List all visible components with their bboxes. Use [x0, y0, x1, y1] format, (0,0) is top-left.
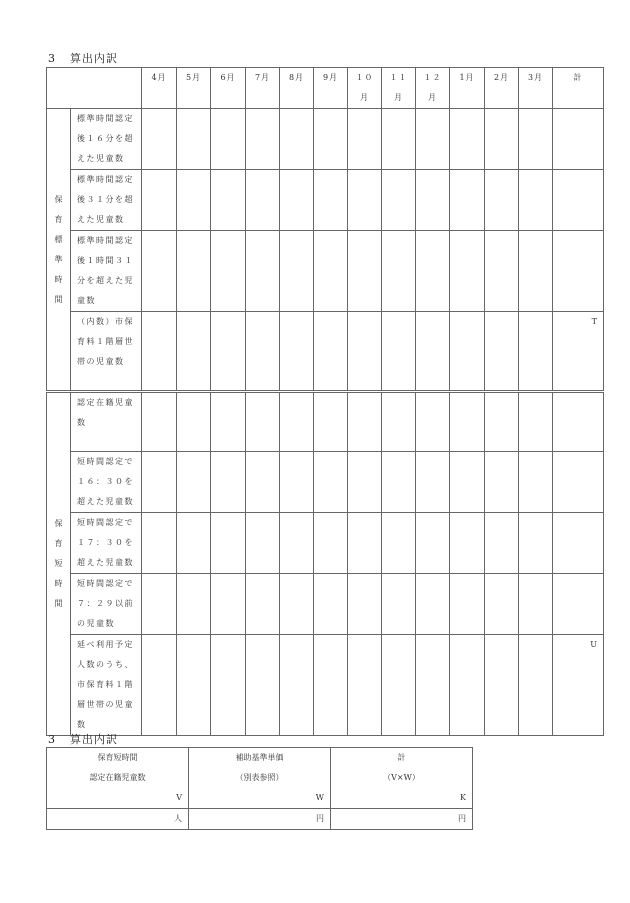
- month-input-cell[interactable]: [348, 574, 382, 635]
- month-input-cell[interactable]: [142, 231, 177, 312]
- total-amount-field[interactable]: 円: [331, 809, 473, 830]
- month-input-cell[interactable]: [450, 392, 485, 452]
- row-total-cell[interactable]: [553, 170, 604, 231]
- month-label: １２: [423, 73, 442, 82]
- month-input-cell[interactable]: [177, 312, 211, 392]
- month-label: 4月: [151, 73, 167, 82]
- month-input-cell[interactable]: [485, 312, 519, 392]
- children-count-field[interactable]: 人: [47, 809, 189, 830]
- month-label-suffix: 月: [394, 93, 403, 102]
- header-line: （V×W）: [383, 773, 420, 782]
- month-input-cell[interactable]: [211, 574, 246, 635]
- month-input-cell[interactable]: [177, 452, 211, 513]
- month-input-cell[interactable]: [177, 574, 211, 635]
- month-input-cell[interactable]: [348, 231, 382, 312]
- month-label-suffix: 月: [428, 93, 437, 102]
- month-input-cell[interactable]: [485, 513, 519, 574]
- table-row: [47, 635, 604, 736]
- month-input-cell[interactable]: [177, 635, 211, 736]
- month-input-cell[interactable]: [348, 109, 382, 170]
- month-input-cell[interactable]: [177, 231, 211, 312]
- month-input-cell[interactable]: [519, 574, 553, 635]
- month-input-cell[interactable]: [348, 635, 382, 736]
- calc-header-total: [331, 748, 473, 809]
- month-input-cell[interactable]: [142, 312, 177, 392]
- month-input-cell[interactable]: [211, 452, 246, 513]
- month-input-cell[interactable]: [348, 452, 382, 513]
- month-input-cell[interactable]: [485, 452, 519, 513]
- month-input-cell[interactable]: [177, 392, 211, 452]
- calc-header-unit-price: [189, 748, 331, 809]
- month-input-cell[interactable]: [416, 170, 450, 231]
- header-line: （別表参照）: [235, 773, 284, 782]
- category-char: 間: [54, 599, 63, 608]
- month-input-cell[interactable]: [485, 109, 519, 170]
- month-input-cell[interactable]: [485, 392, 519, 452]
- month-input-cell[interactable]: [519, 392, 553, 452]
- month-input-cell[interactable]: [314, 635, 348, 736]
- month-input-cell[interactable]: [348, 513, 382, 574]
- month-input-cell[interactable]: [416, 452, 450, 513]
- row-total-cell[interactable]: [553, 513, 604, 574]
- row-total-cell[interactable]: [553, 392, 604, 452]
- month-input-cell[interactable]: [416, 392, 450, 452]
- month-input-cell[interactable]: [142, 635, 177, 736]
- calc-value-row: [47, 809, 473, 830]
- month-input-cell[interactable]: [246, 109, 280, 170]
- month-input-cell[interactable]: [142, 170, 177, 231]
- month-header: [314, 68, 348, 109]
- category-char: 準: [54, 254, 63, 264]
- table-row: [47, 392, 604, 452]
- unit-price-field[interactable]: 円: [189, 809, 331, 830]
- month-header: [280, 68, 314, 109]
- month-input-cell[interactable]: [485, 635, 519, 736]
- month-input-cell[interactable]: [485, 574, 519, 635]
- category-char: 育: [54, 539, 63, 548]
- month-input-cell[interactable]: [519, 312, 553, 392]
- table-row: [47, 513, 604, 574]
- month-input-cell[interactable]: [246, 452, 280, 513]
- month-input-cell[interactable]: [246, 312, 280, 392]
- month-input-cell[interactable]: [416, 109, 450, 170]
- month-input-cell[interactable]: [142, 452, 177, 513]
- month-input-cell[interactable]: [450, 170, 485, 231]
- month-input-cell[interactable]: [450, 109, 485, 170]
- category-char: 保: [54, 194, 63, 204]
- month-header: [519, 68, 553, 109]
- table-row: [47, 574, 604, 635]
- month-input-cell[interactable]: [211, 392, 246, 452]
- month-input-cell[interactable]: [382, 312, 416, 392]
- row-total-cell[interactable]: [553, 452, 604, 513]
- month-input-cell[interactable]: [314, 170, 348, 231]
- month-input-cell[interactable]: [382, 392, 416, 452]
- month-input-cell[interactable]: [450, 574, 485, 635]
- month-input-cell[interactable]: [519, 231, 553, 312]
- month-input-cell[interactable]: [314, 109, 348, 170]
- month-label: 6月: [220, 73, 236, 82]
- month-input-cell[interactable]: [416, 635, 450, 736]
- month-input-cell[interactable]: [348, 312, 382, 392]
- month-input-cell[interactable]: [314, 452, 348, 513]
- month-input-cell[interactable]: [416, 574, 450, 635]
- corner-cell: [47, 68, 142, 109]
- month-header: [246, 68, 280, 109]
- month-header: [177, 68, 211, 109]
- row-label: 標準時間認定後３１分を超えた児童数: [71, 170, 142, 231]
- month-input-cell[interactable]: [519, 170, 553, 231]
- month-input-cell[interactable]: [382, 231, 416, 312]
- month-input-cell[interactable]: [177, 109, 211, 170]
- category-char: 保: [54, 519, 63, 528]
- header-line: 計: [397, 753, 406, 762]
- month-input-cell[interactable]: [280, 574, 314, 635]
- month-label: １１: [389, 73, 408, 82]
- row-total-cell[interactable]: U: [553, 635, 604, 736]
- month-input-cell[interactable]: [142, 109, 177, 170]
- month-label-suffix: 月: [360, 93, 369, 102]
- month-input-cell[interactable]: [142, 574, 177, 635]
- month-label: 1月: [459, 73, 475, 82]
- month-input-cell[interactable]: [246, 574, 280, 635]
- month-input-cell[interactable]: [450, 513, 485, 574]
- calc-header-children: [47, 748, 189, 809]
- category-char: 標: [54, 234, 63, 244]
- table-row: [47, 170, 604, 231]
- month-input-cell[interactable]: [211, 170, 246, 231]
- month-input-cell[interactable]: [416, 513, 450, 574]
- breakdown-table: [46, 67, 604, 736]
- month-label: 9月: [322, 73, 339, 82]
- row-label: 短時間認定で１６：３０を超えた児童数: [71, 452, 142, 513]
- month-input-cell[interactable]: [280, 231, 314, 312]
- month-input-cell[interactable]: [246, 513, 280, 574]
- section-number: 3: [48, 733, 56, 746]
- month-input-cell[interactable]: [416, 231, 450, 312]
- month-header: [382, 68, 416, 109]
- header-line: 保育短時間: [97, 753, 138, 762]
- month-label: 7月: [254, 73, 271, 82]
- month-input-cell[interactable]: [280, 109, 314, 170]
- table-row: [47, 452, 604, 513]
- month-input-cell[interactable]: [177, 170, 211, 231]
- calc-header-row: [47, 748, 473, 809]
- row-total-cell[interactable]: [553, 109, 604, 170]
- month-input-cell[interactable]: [382, 452, 416, 513]
- category-char: 育: [54, 214, 63, 224]
- total-header: 計: [553, 68, 604, 109]
- symbol-k: K: [460, 793, 466, 802]
- calculation-table: [46, 747, 473, 830]
- month-label: 2月: [493, 73, 510, 82]
- table-row: [47, 312, 604, 392]
- month-input-cell[interactable]: [450, 452, 485, 513]
- header-line: 補助基準単価: [235, 753, 284, 762]
- month-header: [416, 68, 450, 109]
- month-input-cell[interactable]: [485, 170, 519, 231]
- category-char: 時: [54, 274, 63, 284]
- table-row: [47, 109, 604, 170]
- month-input-cell[interactable]: [314, 392, 348, 452]
- month-input-cell[interactable]: [246, 635, 280, 736]
- month-label: 8月: [288, 73, 305, 82]
- month-input-cell[interactable]: [142, 392, 177, 452]
- month-input-cell[interactable]: [280, 392, 314, 452]
- category-char: 短: [54, 559, 63, 568]
- month-header: [450, 68, 485, 109]
- row-total-cell[interactable]: [553, 231, 604, 312]
- row-total-cell[interactable]: [553, 574, 604, 635]
- month-label: 3月: [527, 73, 544, 82]
- month-input-cell[interactable]: [280, 452, 314, 513]
- row-label: （内数）市保育料１階層世帯の児童数: [71, 312, 142, 392]
- month-input-cell[interactable]: [450, 635, 485, 736]
- month-input-cell[interactable]: [519, 452, 553, 513]
- row-label: 短時間認定で１７：３０を超えた児童数: [71, 513, 142, 574]
- symbol-v: V: [176, 793, 182, 802]
- month-input-cell[interactable]: [280, 635, 314, 736]
- month-input-cell[interactable]: [211, 109, 246, 170]
- month-input-cell[interactable]: [314, 574, 348, 635]
- month-input-cell[interactable]: [519, 635, 553, 736]
- month-input-cell[interactable]: [280, 170, 314, 231]
- row-label: 標準時間認定後１６分を超えた児童数: [71, 109, 142, 170]
- month-input-cell[interactable]: [280, 312, 314, 392]
- month-input-cell[interactable]: [382, 635, 416, 736]
- section-title-text: 算出内訳: [70, 733, 118, 746]
- month-input-cell[interactable]: [450, 312, 485, 392]
- row-label: 標準時間認定後１時間３１分を超えた児童数: [71, 231, 142, 312]
- month-input-cell[interactable]: [348, 392, 382, 452]
- month-input-cell[interactable]: [416, 312, 450, 392]
- symbol-w: W: [315, 793, 324, 802]
- month-input-cell[interactable]: [450, 231, 485, 312]
- month-header: [211, 68, 246, 109]
- header-row: [47, 68, 604, 109]
- category-char: 時: [54, 579, 63, 588]
- month-label: １０: [355, 73, 374, 82]
- month-input-cell[interactable]: [246, 170, 280, 231]
- month-input-cell[interactable]: [211, 635, 246, 736]
- month-input-cell[interactable]: [485, 231, 519, 312]
- category-cell: [47, 392, 71, 736]
- month-input-cell[interactable]: [314, 513, 348, 574]
- month-input-cell[interactable]: [382, 513, 416, 574]
- table-row: [47, 231, 604, 312]
- month-input-cell[interactable]: [246, 231, 280, 312]
- month-header: [142, 68, 177, 109]
- month-input-cell[interactable]: [382, 109, 416, 170]
- month-input-cell[interactable]: [211, 312, 246, 392]
- category-char: 間: [54, 294, 63, 304]
- row-total-cell[interactable]: T: [553, 312, 604, 392]
- month-input-cell[interactable]: [246, 392, 280, 452]
- month-input-cell[interactable]: [382, 170, 416, 231]
- section-title-text: 算出内訳: [70, 52, 118, 65]
- month-input-cell[interactable]: [519, 513, 553, 574]
- month-input-cell[interactable]: [519, 109, 553, 170]
- category-cell: [47, 109, 71, 392]
- month-input-cell[interactable]: [142, 513, 177, 574]
- row-label: 短時間認定で７：２９以前の児童数: [71, 574, 142, 635]
- month-input-cell[interactable]: [211, 231, 246, 312]
- row-label: 認定在籍児童数: [71, 392, 142, 452]
- month-input-cell[interactable]: [382, 574, 416, 635]
- month-input-cell[interactable]: [314, 231, 348, 312]
- section-heading-calc: [48, 731, 118, 747]
- month-header: [485, 68, 519, 109]
- month-input-cell[interactable]: [348, 170, 382, 231]
- section-heading-breakdown: [48, 50, 118, 66]
- header-line: 認定在籍児童数: [89, 773, 146, 782]
- row-label: 延べ利用予定人数のうち、市保育料１階層世帯の児童数: [71, 635, 142, 736]
- section-number: 3: [48, 52, 56, 65]
- month-label: 5月: [185, 73, 202, 82]
- month-header: [348, 68, 382, 109]
- month-input-cell[interactable]: [211, 513, 246, 574]
- month-input-cell[interactable]: [177, 513, 211, 574]
- month-input-cell[interactable]: [314, 312, 348, 392]
- month-input-cell[interactable]: [280, 513, 314, 574]
